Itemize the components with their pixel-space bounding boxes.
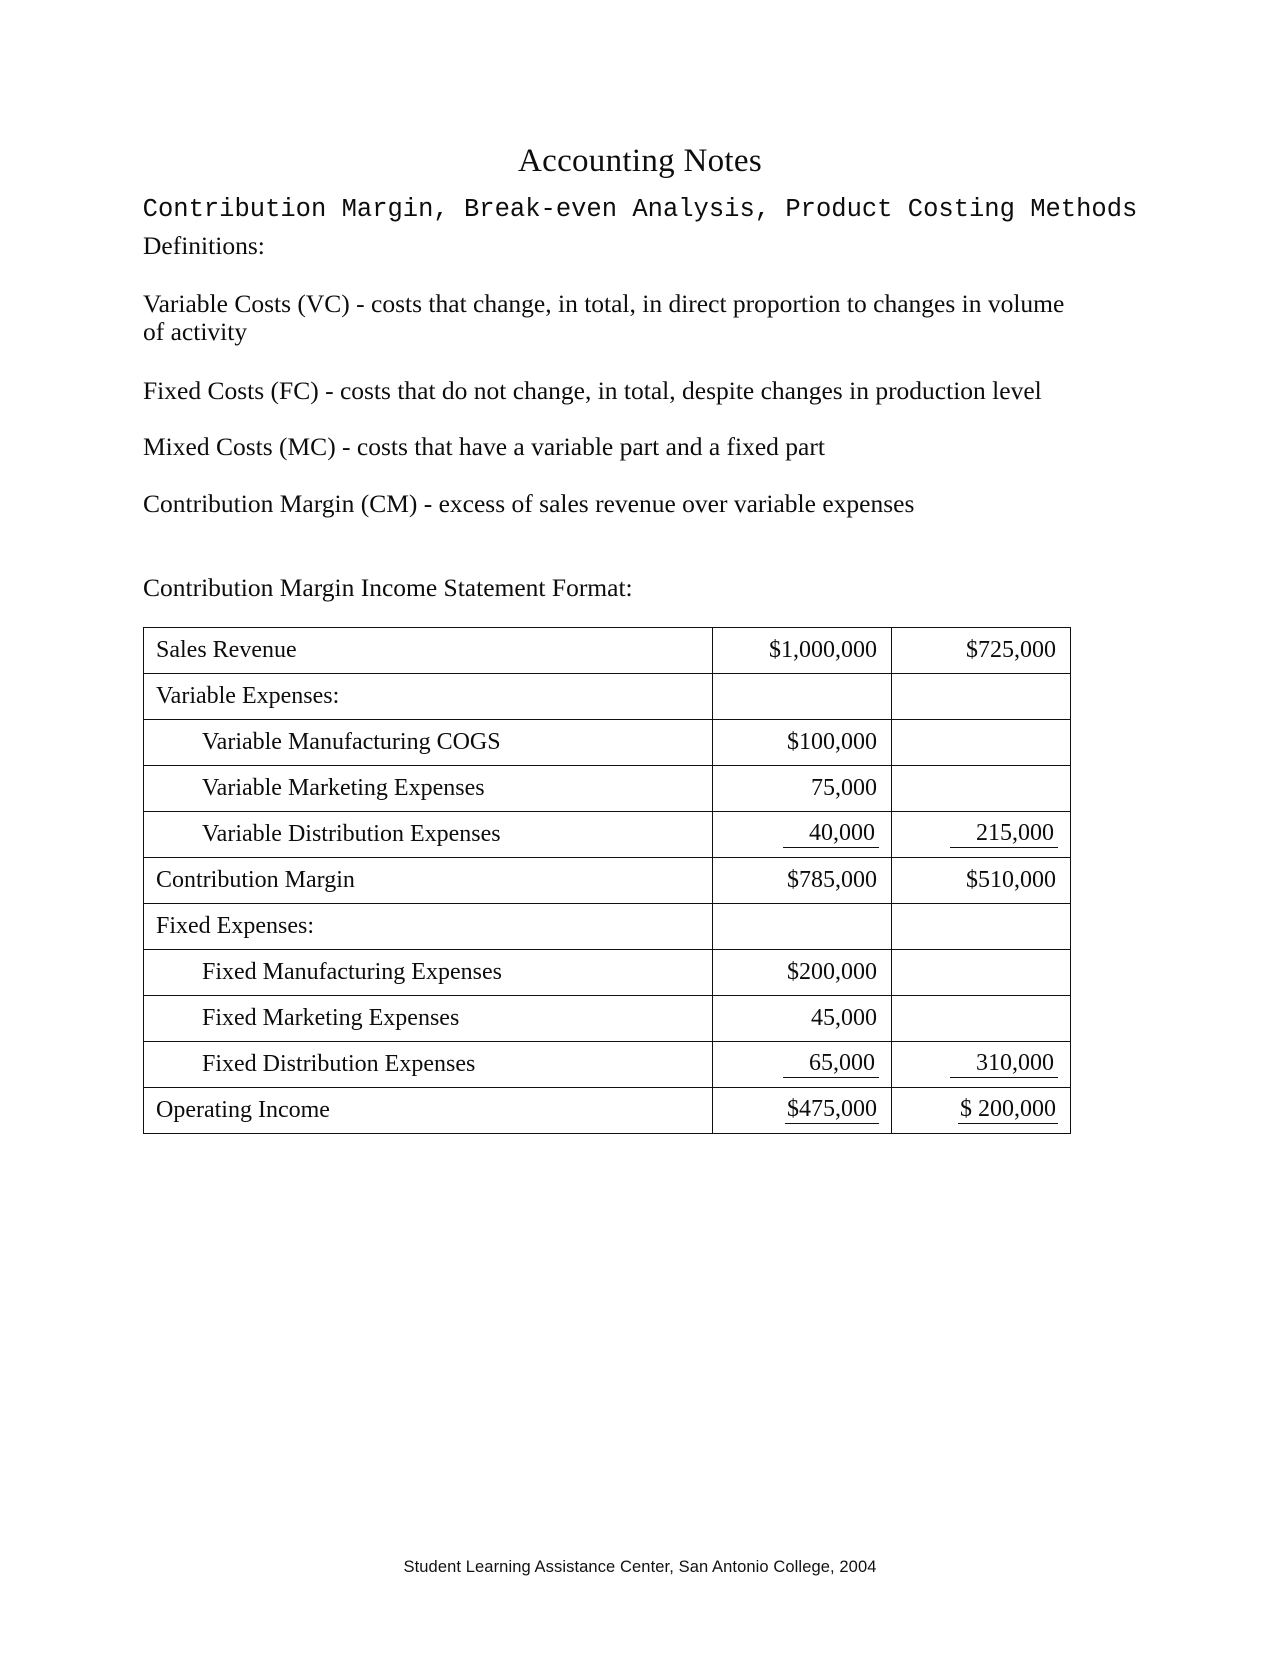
table-row (144, 996, 1071, 1042)
income-statement-table-wrap (143, 627, 1070, 1134)
row-label: Fixed Marketing Expenses (144, 996, 713, 1042)
definitions-section (143, 232, 1073, 633)
row-amount-col1-cell (713, 858, 892, 904)
row-amount-col1: 40,000 (783, 821, 879, 848)
row-amount-col2-cell (892, 996, 1071, 1042)
row-amount-col1: $785,000 (787, 866, 877, 893)
row-amount-col2-cell (892, 766, 1071, 812)
row-amount-col2: 310,000 (950, 1051, 1058, 1078)
row-amount-col2-cell (892, 1042, 1071, 1088)
row-label: Fixed Expenses: (144, 904, 713, 950)
page-title: Accounting Notes (517, 143, 762, 179)
row-amount-col2: 215,000 (950, 821, 1058, 848)
row-amount-col1-cell (713, 628, 892, 674)
table-row (144, 904, 1071, 950)
row-amount-col2-cell (892, 812, 1071, 858)
table-row (144, 720, 1071, 766)
row-label: Variable Manufacturing COGS (144, 720, 713, 766)
row-amount-col2-cell (892, 858, 1071, 904)
row-label: Variable Marketing Expenses (144, 766, 713, 812)
page-subtitle: Contribution Margin, Break-even Analysis, Product Costing Methods (142, 194, 1138, 224)
row-label: Variable Expenses: (144, 674, 713, 720)
row-amount-col2-cell (892, 904, 1071, 950)
row-amount-col1: $100,000 (787, 728, 877, 755)
table-row (144, 674, 1071, 720)
row-amount-col1-cell (713, 996, 892, 1042)
row-amount-col2-cell (892, 950, 1071, 996)
row-amount-col2-cell (892, 720, 1071, 766)
row-amount-col1-cell (713, 1088, 892, 1134)
row-amount-col1: 75,000 (811, 774, 877, 801)
table-row (144, 858, 1071, 904)
row-amount-col1-cell (713, 950, 892, 996)
row-label: Operating Income (144, 1088, 713, 1134)
row-amount-col1: $200,000 (787, 958, 877, 985)
table-row (144, 950, 1071, 996)
row-amount-col2-cell (892, 674, 1071, 720)
row-amount-col1-cell (713, 720, 892, 766)
row-amount-col2: $725,000 (966, 636, 1056, 663)
row-amount-col1: 65,000 (783, 1051, 879, 1078)
row-label: Sales Revenue (144, 628, 713, 674)
row-amount-col1-cell (713, 812, 892, 858)
row-label: Contribution Margin (144, 858, 713, 904)
definition-variable-costs: Variable Costs (VC) - costs that change, in total, in direct proportion to changes in volume of activity (143, 288, 1065, 347)
page-footer: Student Learning Assistance Center, San Antonio College, 2004 (403, 1558, 877, 1576)
row-label: Fixed Distribution Expenses (144, 1042, 713, 1088)
row-amount-col1-cell (713, 674, 892, 720)
statement-heading: Contribution Margin Income Statement Format: (143, 573, 633, 603)
table-row (144, 812, 1071, 858)
definition-contribution-margin: Contribution Margin (CM) - excess of sales revenue over variable expenses (143, 488, 915, 518)
row-label: Variable Distribution Expenses (144, 812, 713, 858)
table-row (144, 628, 1071, 674)
row-label: Fixed Manufacturing Expenses (144, 950, 713, 996)
row-amount-col1-cell (713, 904, 892, 950)
row-amount-col1-cell (713, 1042, 892, 1088)
definition-fixed-costs: Fixed Costs (FC) - costs that do not change, in total, despite changes in production level (143, 375, 1042, 405)
row-amount-col1-cell (713, 766, 892, 812)
definition-mixed-costs: Mixed Costs (MC) - costs that have a variable part and a fixed part (143, 432, 825, 462)
row-amount-col2: $510,000 (966, 866, 1056, 893)
table-row (144, 766, 1071, 812)
row-amount-col2-cell (892, 628, 1071, 674)
table-row (144, 1042, 1071, 1088)
income-statement-table (143, 627, 1071, 1134)
row-amount-col1: 45,000 (811, 1004, 877, 1031)
row-amount-col1: $1,000,000 (769, 636, 877, 663)
table-row (144, 1088, 1071, 1134)
definitions-heading: Definitions: (143, 231, 265, 260)
row-amount-col2: $ 200,000 (960, 1096, 1056, 1122)
row-amount-col2-cell (892, 1088, 1071, 1134)
row-amount-col1: $475,000 (787, 1096, 877, 1122)
